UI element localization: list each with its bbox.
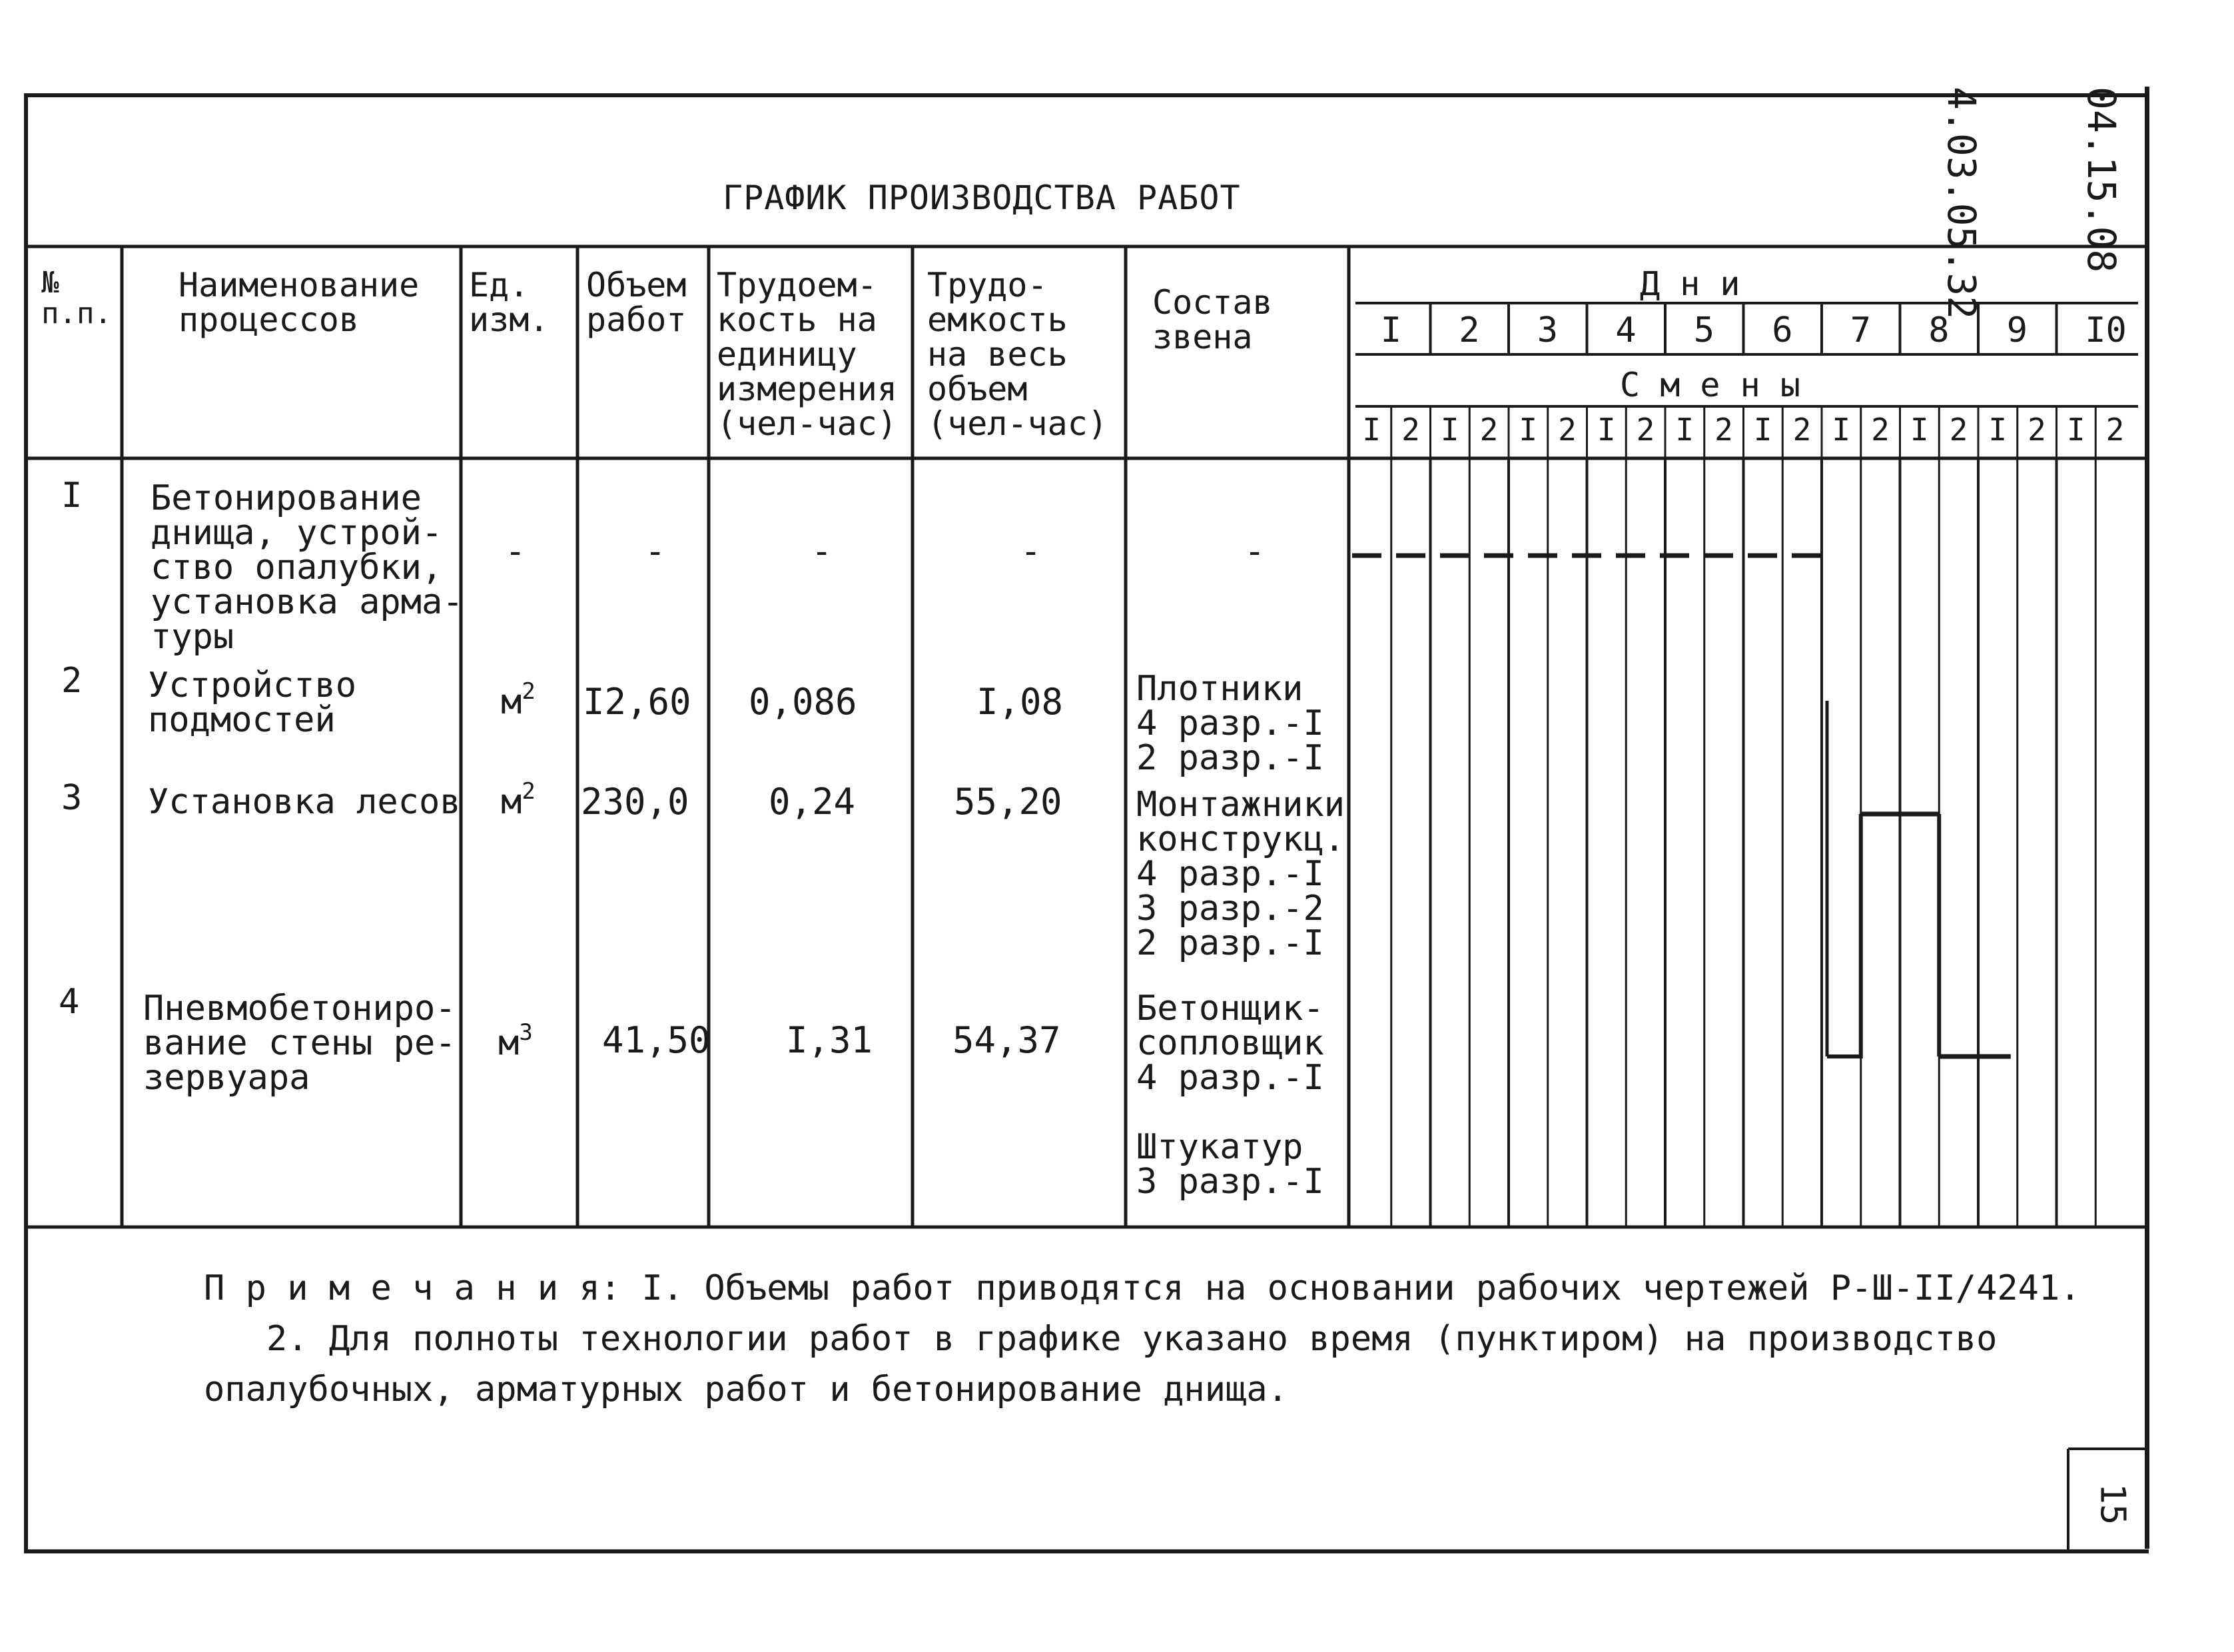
row-1-volume: -: [645, 532, 666, 572]
shift-label: 2: [1401, 412, 1420, 448]
row-3-labor-total: 55,20: [954, 781, 1062, 823]
shift-label: 2: [1636, 412, 1655, 448]
page-title: ГРАФИК ПРОИЗВОДСТВА РАБОТ: [723, 179, 1241, 217]
shift-label: I: [1597, 412, 1616, 448]
row-3-labor-unit: 0,24: [769, 781, 856, 823]
shift-label: I: [1675, 412, 1694, 448]
day-label: 5: [1693, 310, 1715, 350]
shift-label: I: [1988, 412, 2008, 448]
day-label: 7: [1850, 310, 1872, 350]
row-3-name: Установка лесов: [148, 782, 461, 822]
row-4-volume: 41,50: [602, 1019, 711, 1061]
shift-label: 2: [2105, 412, 2125, 448]
shift-label: 2: [1871, 412, 1890, 448]
row-1-labor-unit: -: [811, 532, 833, 572]
shift-label: I: [1362, 412, 1381, 448]
header-days: Д н и: [1640, 264, 1740, 303]
row-2-number: 2: [61, 661, 83, 701]
row-1-labor-total: -: [1020, 532, 1042, 572]
row-2-labor-total: I,08: [976, 681, 1064, 723]
header-labor-per-unit: Трудоем- кость на единицу измерения (чел-час): [717, 266, 897, 443]
day-label: I: [1380, 310, 1402, 350]
shift-label: 2: [2028, 412, 2046, 448]
row-2-labor-unit: 0,086: [749, 681, 857, 723]
shift-label: 2: [1714, 412, 1733, 448]
shift-label: 2: [1792, 412, 1812, 448]
row-3-number: 3: [61, 778, 83, 818]
row-2-unit: $м^2$: [501, 678, 536, 722]
shift-label: I: [1910, 412, 1929, 448]
day-label: 9: [2006, 310, 2028, 350]
day-label: 3: [1537, 310, 1559, 350]
header-labor-total: Трудо- емкость на весь объем (чел-час): [927, 266, 1108, 443]
shift-label: 2: [1949, 412, 1968, 448]
row-3-crew: Монтажники конструкц. 4 разр.-I 3 разр.-2 2 разр.-I: [1136, 785, 1345, 963]
header-shifts: С м е н ы: [1620, 366, 1800, 404]
header-number: № п.п.: [41, 266, 112, 330]
row-3-volume: 230,0: [581, 781, 689, 823]
shift-label: I: [1519, 412, 1538, 448]
code-line-1: 04.15.08: [2079, 87, 2124, 273]
shift-label: I: [1440, 412, 1459, 448]
row-2-name: Устройство подмостей: [148, 665, 357, 740]
page-number: 15: [2092, 1483, 2133, 1525]
header-unit: Ед. изм.: [469, 266, 550, 339]
gantt-link-row-4a: [1827, 814, 1861, 1056]
day-label: I0: [2085, 310, 2127, 350]
row-1-number: I: [61, 476, 83, 516]
day-label: 6: [1772, 310, 1793, 350]
day-label: 2: [1459, 310, 1480, 350]
header-crew: Состав звена: [1152, 283, 1273, 356]
row-3-unit: $м^2$: [501, 778, 536, 822]
row-4-number: 4: [59, 982, 80, 1022]
notes: П р и м е ч а н и я: I. Объемы работ приводятся на основании рабочих чертежей Р-Ш-II/4241. 2. Для полноты технологии работ в графике указано время (пунктиром) на производство опалубочных, арматурных работ и бетонирование днища.: [204, 1268, 2081, 1410]
row-4-unit: $м^3$: [498, 1019, 533, 1063]
shift-label: 2: [1479, 412, 1499, 448]
row-4-labor-total: 54,37: [952, 1019, 1061, 1061]
header-process-name: Наименование процессов: [179, 266, 420, 339]
shift-label: 2: [1558, 412, 1577, 448]
row-4-name: Пневмобетониро- вание стены ре- зервуара: [143, 989, 456, 1098]
row-1-crew: -: [1244, 532, 1266, 572]
row-4-labor-unit: I,31: [786, 1019, 873, 1061]
shift-label: I: [1832, 412, 1851, 448]
header-volume: Объем работ: [586, 266, 687, 339]
row-1-name: Бетонирование днища, устрой- ство опалубки, установка арма- туры: [151, 478, 464, 657]
shift-label: I: [2066, 412, 2085, 448]
row-2-volume: I2,60: [583, 681, 691, 723]
code-line-2: 4.03.05.32: [1939, 87, 1984, 320]
day-label: 4: [1615, 310, 1637, 350]
row-1-unit: -: [505, 532, 526, 572]
day-label: 8: [1928, 310, 1950, 350]
row-2-crew: Плотники 4 разр.-I 2 разр.-I: [1136, 669, 1324, 778]
row-4-crew: Бетонщик- сопловщик 4 разр.-I Штукатур 3 разр.-I: [1136, 989, 1324, 1202]
shift-label: I: [1753, 412, 1772, 448]
